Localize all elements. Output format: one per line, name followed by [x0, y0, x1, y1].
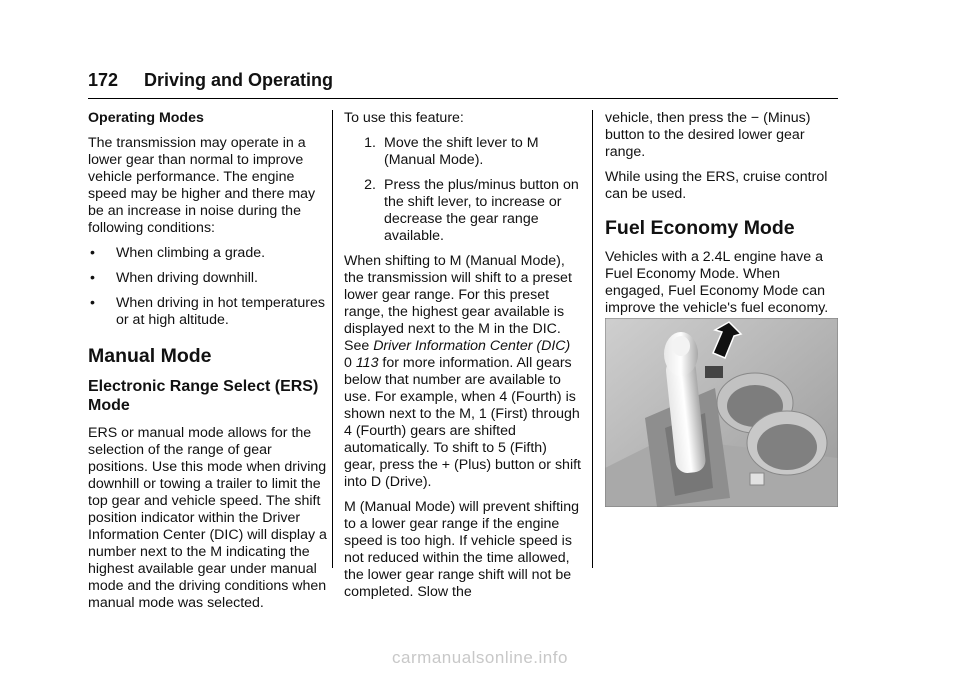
column-3 — [605, 110, 841, 325]
bullet-item — [88, 295, 328, 329]
step-text: Press the plus/minus button on the shift lever, to increase or decrease the gear range available. — [384, 177, 579, 244]
bullet-item — [88, 245, 328, 262]
ers-body: ERS or manual mode allows for the selection of the range of gear positions. Use this mode when driving downhill or towing a trailer to limit the top gear and vehicle speed. The shift position indicator within the Driver Information Center (DIC) will display a number next to the M indicating the highest available gear under manual mode and the driving conditions when manual mode was selected. — [88, 425, 327, 611]
bullet-symbol: • — [90, 295, 95, 311]
column-2 — [344, 110, 582, 609]
cross-reference-link[interactable]: Driver Information Center (DIC) — [373, 338, 571, 354]
chapter-title: Driving and Operating — [144, 70, 334, 90]
feature-intro: To use this feature: — [344, 110, 464, 126]
bullet-text: When driving in hot temperatures or at high altitude. — [116, 295, 325, 328]
column-divider — [592, 110, 593, 568]
bullet-symbol: • — [90, 245, 95, 261]
column-divider — [332, 110, 333, 568]
continued-paragraph: vehicle, then press the − (Minus) button to the desired lower gear range. — [605, 110, 811, 160]
page-ref-number[interactable]: 113 — [355, 355, 379, 371]
bullet-text: When climbing a grade. — [116, 245, 266, 261]
shift-console-photo — [605, 318, 838, 507]
step-text: Move the shift lever to M (Manual Mode). — [384, 135, 539, 168]
bullet-text: When driving downhill. — [116, 270, 258, 286]
heading-manual-mode: Manual Mode — [88, 345, 212, 367]
subheading-operating-modes: Operating Modes — [88, 110, 204, 126]
list-item — [344, 135, 582, 169]
step-number: 2. — [364, 177, 376, 193]
bullet-symbol: • — [90, 270, 95, 286]
page-header — [88, 70, 838, 98]
column-1 — [88, 110, 328, 620]
prevent-shift-paragraph: M (Manual Mode) will prevent shifting to a lower gear range if the engine speed is too high. If vehicle speed is not reduced within the time allowed, the lower gear range shift will not be completed. Slow the — [344, 499, 579, 600]
page-ref-symbol: 0 — [344, 355, 352, 371]
step-list — [344, 135, 582, 245]
heading-ers-mode: Electronic Range Select (ERS) Mode — [88, 378, 319, 414]
header-rule — [88, 98, 838, 99]
manual-mode-paragraph — [344, 253, 582, 491]
list-item — [344, 177, 582, 245]
fuel-economy-paragraph: Vehicles with a 2.4L engine have a Fuel Economy Mode. When engaged, Fuel Economy Mode can improve the vehicle's fuel economy. — [605, 249, 829, 316]
page-number: 172 — [88, 70, 119, 90]
watermark: carmanualsonline.info — [392, 648, 568, 667]
paragraph-text: When shifting to M (Manual Mode), the transmission will shift to a preset lower gear range. For this preset range, the highest gear available is displayed next to the M in the DIC. See — [344, 253, 572, 354]
step-number: 1. — [364, 135, 376, 151]
bullet-item — [88, 270, 328, 287]
paragraph-text: for more information. All gears below that number are available to use. For example, when 4 (Fourth) is shown next to the M, 1 (First) through 4 (Fourth) gears are shifted automatically. To shift to 5 (Fifth) gear, press the + (Plus) button or shift into D (Drive). — [344, 355, 581, 490]
heading-fuel-economy-mode: Fuel Economy Mode — [605, 217, 795, 239]
cruise-control-paragraph: While using the ERS, cruise control can be used. — [605, 169, 828, 202]
operating-modes-intro: The transmission may operate in a lower gear than normal to improve vehicle performance. The engine speed may be higher and there may be an increase in noise during the following conditions: — [88, 135, 316, 236]
